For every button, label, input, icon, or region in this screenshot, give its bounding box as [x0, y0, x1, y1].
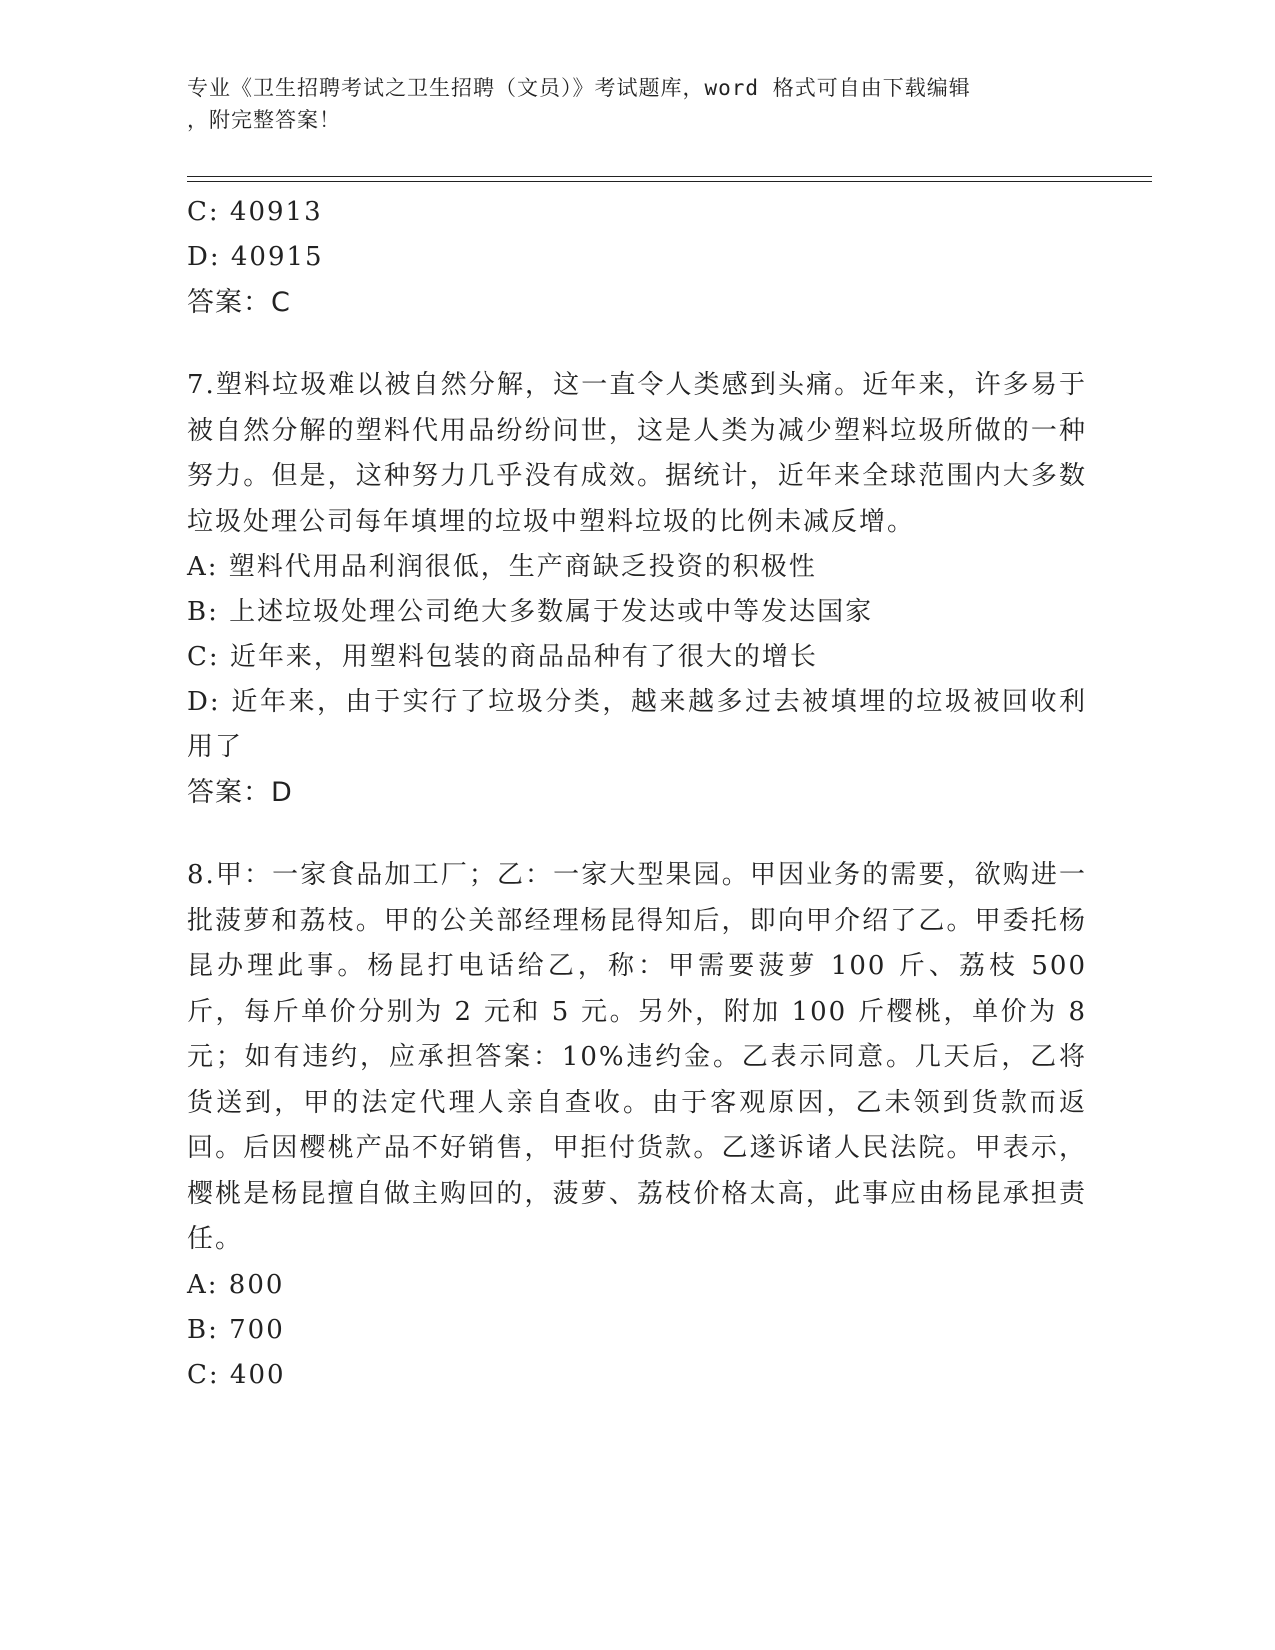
question-6-tail	[187, 190, 1087, 325]
q7-option-b: B: 上述垃圾处理公司绝大多数属于发达或中等发达国家	[187, 597, 874, 627]
q7-option-d: D: 近年来，由于实行了垃圾分类，越来越多过去被填埋的垃圾被回收利用了	[187, 687, 1087, 762]
q7-stem: 7.塑料垃圾难以被自然分解，这一直令人类感到头痛。近年来，许多易于被自然分解的塑料代用品纷纷问世，这是人类为减少塑料垃圾所做的一种努力。但是，这种努力几乎没有成效。据统计，近年来全球范围内大多数垃圾处理公司每年填埋的垃圾中塑料垃圾的比例未减反增。	[187, 370, 1087, 537]
q7-answer: 答案：D	[187, 777, 293, 808]
header-line-2: ，附完整答案！	[187, 108, 341, 132]
q6-answer: 答案：C	[187, 287, 291, 318]
q8-option-a: A: 800	[187, 1269, 285, 1300]
q8-stem: 8.甲：一家食品加工厂；乙：一家大型果园。甲因业务的需要，欲购进一批菠萝和荔枝。甲的公关部经理杨昆得知后，即向甲介绍了乙。甲委托杨昆办理此事。杨昆打电话给乙，称：甲需要菠萝 100 斤、荔枝 500 斤，每斤单价分别为 2 元和 5 元。另外，附加 100 斤樱桃，单价为 8 元；如有违约，应承担答案：10%违约金。乙表示同意。几天后，乙将货送到，甲的法定代理人亲自查收。由于客观原因，乙未领到货款而返回。后因樱桃产品不好销售，甲拒付货款。乙遂诉诸人民法院。甲表示，樱桃是杨昆擅自做主购回的，菠萝、荔枝价格太高，此事应由杨昆承担责任。	[187, 860, 1087, 1254]
q6-option-d: D: 40915	[187, 242, 324, 272]
question-content	[187, 190, 1087, 1398]
q8-option-c: C: 400	[187, 1359, 286, 1390]
header-divider-top	[187, 176, 1152, 177]
q8-option-b: B: 700	[187, 1314, 285, 1345]
header-line-1: 专业《卫生招聘考试之卫生招聘（文员）》考试题库，word 格式可自由下载编辑	[187, 76, 971, 100]
page-header	[187, 72, 1067, 136]
question-8	[187, 853, 1087, 1398]
question-7	[187, 363, 1087, 815]
q7-option-a: A: 塑料代用品利润很低，生产商缺乏投资的积极性	[187, 552, 817, 582]
q7-option-c: C: 近年来，用塑料包装的商品品种有了很大的增长	[187, 642, 818, 672]
header-divider-bottom	[187, 181, 1152, 182]
q6-option-c: C: 40913	[187, 197, 323, 227]
